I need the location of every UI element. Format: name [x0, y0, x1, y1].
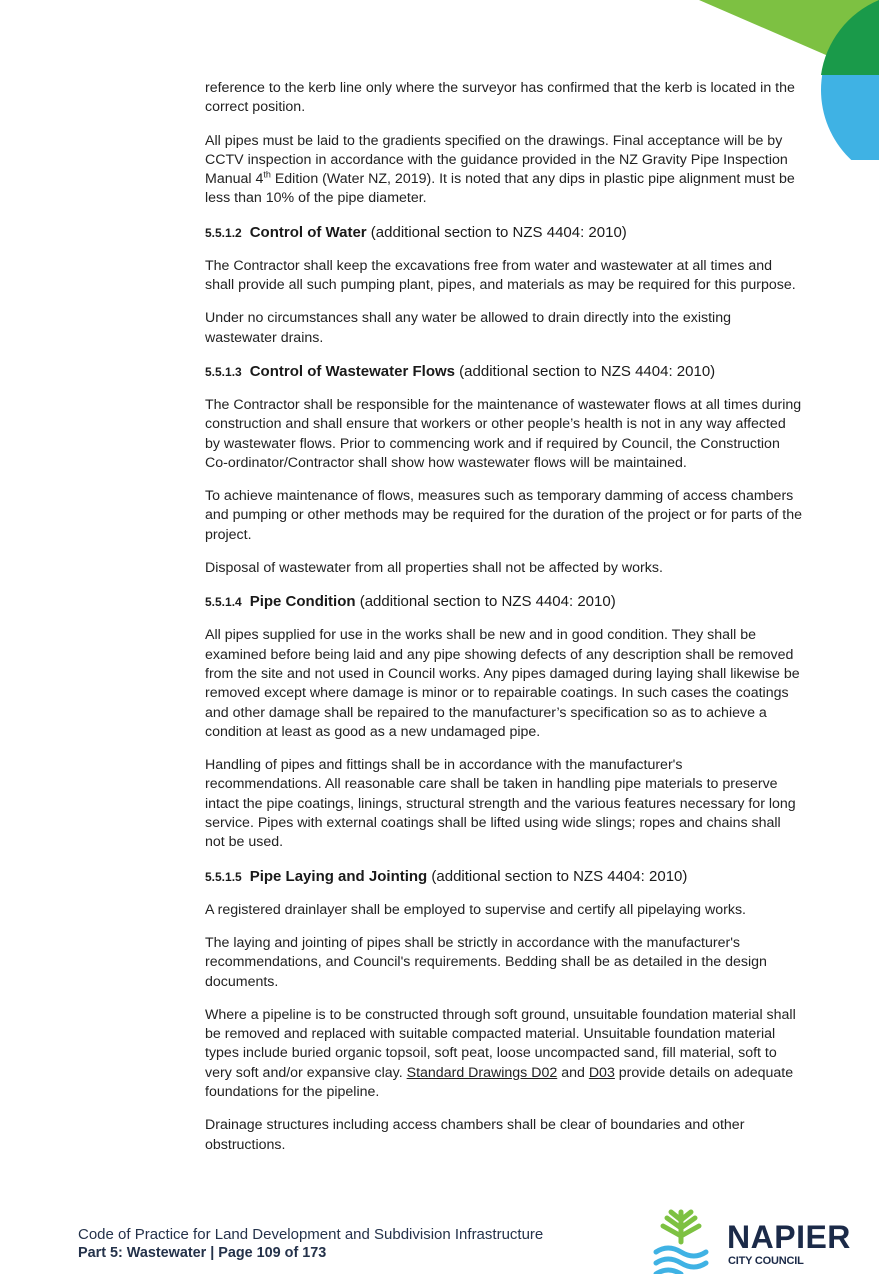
section-note: (additional section to NZS 4404: 2010): [355, 593, 616, 611]
text-span: All pipes must be laid to the gradients specified on the drawings. Final acceptance will be by CCTV inspection in accordance with the guidance provided in the NZ Gravity Pipe Inspection Manual 4: [205, 132, 788, 188]
paragraph: A registered drainlayer shall be employed to supervise and certify all pipelaying works.: [205, 901, 746, 918]
section-note: (additional section to NZS 4404: 2010): [455, 362, 716, 380]
paragraph: Drainage structures including access chambers shall be clear of boundaries and other obstructions.: [205, 1117, 745, 1153]
paragraph: The laying and jointing of pipes shall be strictly in accordance with the manufacturer's recommendations, and Council's requirements. Bedding shall be as detailed in the design documents.: [205, 934, 767, 990]
napier-city-council-logo: [650, 1208, 850, 1274]
section-number: 5.5.1.5: [205, 869, 242, 884]
paragraph: To achieve maintenance of flows, measures such as temporary damming of access chambers and pumping or other methods may be required for the duration of the project or for parts of the project.: [205, 488, 803, 543]
paragraph: Disposal of wastewater from all properties shall not be affected by works.: [205, 560, 663, 577]
paragraph: Under no circumstances shall any water be allowed to drain directly into the existing wastewater drains.: [205, 310, 731, 346]
paragraph: [205, 132, 803, 209]
section-note: (additional section to NZS 4404: 2010): [427, 867, 688, 885]
section-title: Control of Wastewater Flows: [249, 362, 455, 380]
section-title: Pipe Laying and Jointing: [249, 867, 428, 885]
footer-document-title: Code of Practice for Land Development and Subdivision Infrastructure: [78, 1226, 544, 1243]
section-heading: [205, 867, 803, 887]
standard-drawings-d02-link[interactable]: Standard Drawings D02: [406, 1064, 558, 1081]
section-number: 5.5.1.2: [205, 225, 242, 240]
section-title: Pipe Condition: [249, 593, 356, 611]
logo-subtitle: CITY COUNCIL: [728, 1255, 804, 1267]
logo-wordmark: NAPIER: [727, 1219, 851, 1255]
section-number: 5.5.1.3: [205, 364, 242, 379]
section-number: 5.5.1.4: [205, 595, 242, 610]
paragraph: All pipes supplied for use in the works shall be new and in good condition. They shall be examined before being laid and any pipe showing defects of any description shall be removed from the site and not used in Council works. Any pipes damaged during laying shall likewise be removed except where damage is minor or to repairable coatings. In such cases the coatings and other damage shall be repaired to the manufacturer’s specification so as to achieve a condition at least as good as a new undamaged pipe.: [205, 627, 800, 740]
d03-link[interactable]: D03: [588, 1064, 615, 1081]
text-span: Edition (Water NZ, 2019). It is noted that any dips in plastic pipe alignment must be less than 10% of the pipe diameter.: [205, 171, 795, 207]
section-note: (additional section to NZS 4404: 2010): [366, 223, 627, 241]
paragraph: [205, 1006, 803, 1102]
paragraph: Handling of pipes and fittings shall be in accordance with the manufacturer's recommendations. All reasonable care shall be taken in handling pipe materials to preserve intact the pipe coatings, linings, structural strength and the various features necessary for long service. Pipes with external coatings shall be lifted using wide slings; ropes and chains shall not be used.: [205, 757, 796, 851]
section-heading: [205, 362, 803, 382]
page-footer: [78, 1225, 543, 1263]
section-title: Control of Water: [249, 223, 367, 241]
paragraph: The Contractor shall be responsible for the maintenance of wastewater flows at all times during construction and shall ensure that workers or other people’s health is not in any way affected by wastewater flows. Prior to commencing work and if required by Council, the Construction Co-ordinator/Contractor shall show how wastewater flows will be maintained.: [205, 396, 802, 471]
text-span: provide details on adequate foundations for the pipeline.: [205, 1064, 794, 1100]
section-heading: [205, 223, 803, 243]
paragraph: reference to the kerb line only where the surveyor has confirmed that the kerb is located in the correct position.: [205, 80, 795, 116]
superscript: th: [263, 169, 271, 180]
text-span: Where a pipeline is to be constructed through soft ground, unsuitable foundation material shall be removed and replaced with suitable compacted material. Unsuitable foundation material types include buried organic topsoil, soft peat, loose uncompacted sand, fill material, soft to very soft and/or expansive clay.: [205, 1006, 796, 1081]
text-span: and: [557, 1064, 589, 1081]
logo-mark-icon: [650, 1208, 712, 1274]
document-body: [205, 79, 803, 1169]
paragraph: The Contractor shall keep the excavations free from water and wastewater at all times and shall provide all such pumping plant, pipes, and materials as may be required for this purpose.: [205, 257, 796, 294]
section-heading: [205, 592, 803, 612]
footer-page-info: Part 5: Wastewater | Page 109 of 173: [78, 1245, 327, 1261]
